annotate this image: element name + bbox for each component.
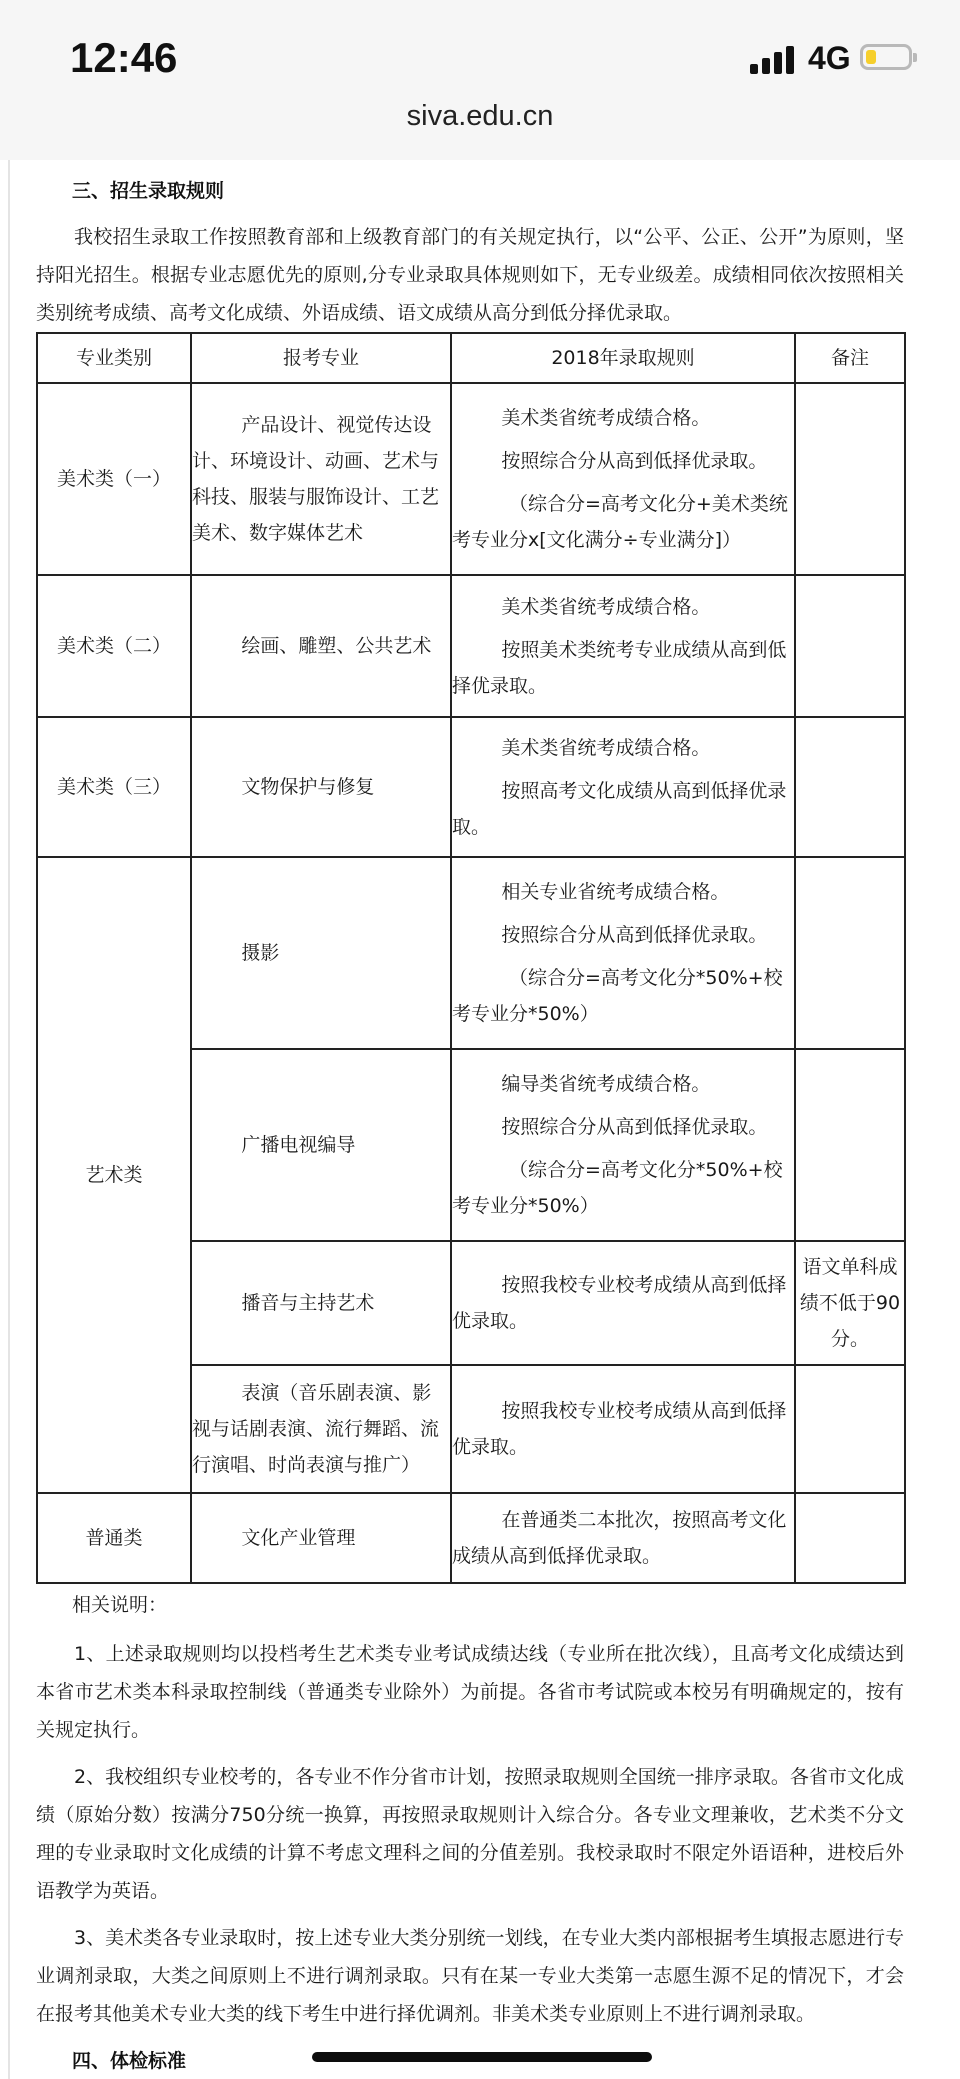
header-remark: 备注 — [795, 333, 905, 383]
row-remark — [795, 1049, 905, 1241]
cellular-signal-icon — [750, 44, 798, 74]
row-category: 美术类（三） — [37, 717, 191, 857]
rule-line: 在普通类二本批次，按照高考文化成绩从高到低择优录取。 — [452, 1509, 787, 1567]
row-major — [191, 383, 451, 575]
address-bar-url[interactable]: siva.edu.cn — [406, 100, 554, 132]
battery-icon — [860, 44, 912, 70]
row-major — [191, 857, 451, 1049]
row-remark — [795, 1493, 905, 1583]
row-major-text: 文物保护与修复 — [241, 776, 375, 798]
row-major — [191, 1493, 451, 1583]
status-bar — [0, 0, 960, 160]
row-rule — [451, 1493, 795, 1583]
notes-title: 相关说明： — [72, 1594, 168, 1616]
admission-rules-table — [36, 332, 906, 1584]
row-major-text: 广播电视编导 — [241, 1134, 356, 1156]
table-header-row — [37, 333, 905, 383]
rule-line: 编导类省统考成绩合格。 — [501, 1073, 711, 1095]
header-rules-2018: 2018年录取规则 — [451, 333, 795, 383]
table-row — [37, 1493, 905, 1583]
row-remark — [795, 575, 905, 717]
table-row — [37, 717, 905, 857]
rule-line: 相关专业省统考成绩合格。 — [501, 881, 730, 903]
row-remark: 语文单科成绩不低于90分。 — [795, 1241, 905, 1365]
rule-line: 按照综合分从高到低择优录取。 — [501, 924, 768, 946]
table-row — [37, 575, 905, 717]
rule-line: 美术类省统考成绩合格。 — [501, 595, 711, 618]
row-remark — [795, 1365, 905, 1493]
section-heading-health-standard: 四、体检标准 — [72, 2050, 187, 2072]
row-major-text: 播音与主持艺术 — [241, 1292, 375, 1314]
note-item-2: 2、我校组织专业校考的，各专业不作分省市计划，按照录取规则全国统一排序录取。各省市文化成绩（原始分数）按满分750分统一换算，再按照录取规则计入综合分。各专业文理兼收，艺术类不分文理的专业录取时文化成绩的计算不考虑文理科之间的分值差别。我校录取时不限定外语语种，进校后外语教学为英语。 — [36, 1766, 904, 1902]
row-rule — [451, 575, 795, 717]
rule-line: 按照综合分从高到低择优录取。 — [501, 450, 768, 472]
row-category: 普通类 — [37, 1493, 191, 1583]
note-item-1: 1、上述录取规则均以投档考生艺术类专业考试成绩达线（专业所在批次线），且高考文化成绩达到本省市艺术类本科录取控制线（普通类专业除外）为前提。各省市考试院或本校另有明确规定的，按有关规定执行。 — [36, 1643, 904, 1741]
rule-line: 按照美术类统考专业成绩从高到低择优录取。 — [452, 638, 787, 697]
status-time: 12:46 — [70, 34, 178, 81]
row-major — [191, 717, 451, 857]
row-category: 美术类（一） — [37, 383, 191, 575]
row-category: 美术类（二） — [37, 575, 191, 717]
row-rule — [451, 1365, 795, 1493]
rule-formula: （综合分=高考文化分*50%+校考专业分*50%） — [452, 1159, 783, 1217]
row-rule — [451, 1241, 795, 1365]
home-indicator[interactable] — [312, 2052, 652, 2062]
row-major — [191, 1049, 451, 1241]
rule-formula: （综合分=高考文化分*50%+校考专业分*50%） — [452, 967, 783, 1025]
row-category: 艺术类 — [37, 857, 191, 1493]
admission-intro-paragraph: 我校招生录取工作按照教育部和上级教育部门的有关规定执行，以“公平、公正、公开”为原则，坚持阳光招生。根据专业志愿优先的原则,分专业录取具体规则如下，无专业级差。成绩相同依次按照相关类别统考成绩、高考文化成绩、外语成绩、语文成绩从高分到低分择优录取。 — [36, 226, 904, 324]
row-rule — [451, 383, 795, 575]
rule-line: 美术类省统考成绩合格。 — [501, 736, 711, 759]
row-remark — [795, 383, 905, 575]
table-row — [37, 383, 905, 575]
section-heading-admission-rules: 三、招生录取规则 — [72, 180, 225, 202]
row-major — [191, 1241, 451, 1365]
row-remark — [795, 717, 905, 857]
rule-line: 按照高考文化成绩从高到低择优录取。 — [452, 779, 787, 838]
row-major — [191, 575, 451, 717]
header-major: 报考专业 — [191, 333, 451, 383]
row-rule — [451, 1049, 795, 1241]
network-type: 4G — [808, 40, 851, 76]
note-item-3: 3、美术类各专业录取时，按上述专业大类分别统一划线，在专业大类内部根据考生填报志愿进行专业调剂录取，大类之间原则上不进行调剂录取。只有在某一专业大类第一志愿生源不足的情况下，才会在报考其他美术专业大类的线下考生中进行择优调剂。非美术类专业原则上不进行调剂录取。 — [36, 1927, 904, 2025]
row-rule — [451, 857, 795, 1049]
rule-line: 按照我校专业校考成绩从高到低择优录取。 — [452, 1274, 787, 1332]
row-major-text: 文化产业管理 — [241, 1527, 356, 1549]
row-major — [191, 1365, 451, 1493]
table-row — [37, 857, 905, 1049]
row-major-text: 绘画、雕塑、公共艺术 — [241, 635, 432, 657]
rule-line: 按照综合分从高到低择优录取。 — [501, 1116, 768, 1138]
row-major-text: 摄影 — [241, 942, 280, 964]
rule-line: 美术类省统考成绩合格。 — [501, 407, 711, 429]
row-major-text: 产品设计、视觉传达设计、环境设计、动画、艺术与科技、服装与服饰设计、工艺美术、数字媒体艺术 — [192, 414, 440, 544]
rule-formula: （综合分=高考文化分+美术类统考专业分x[文化满分÷专业满分]） — [452, 493, 788, 551]
rule-line: 按照我校专业校考成绩从高到低择优录取。 — [452, 1400, 787, 1458]
header-category: 专业类别 — [37, 333, 191, 383]
row-rule — [451, 717, 795, 857]
page-left-edge — [8, 160, 10, 2079]
row-remark — [795, 857, 905, 1049]
row-major-text: 表演（音乐剧表演、影视与话剧表演、流行舞蹈、流行演唱、时尚表演与推广） — [192, 1382, 440, 1476]
